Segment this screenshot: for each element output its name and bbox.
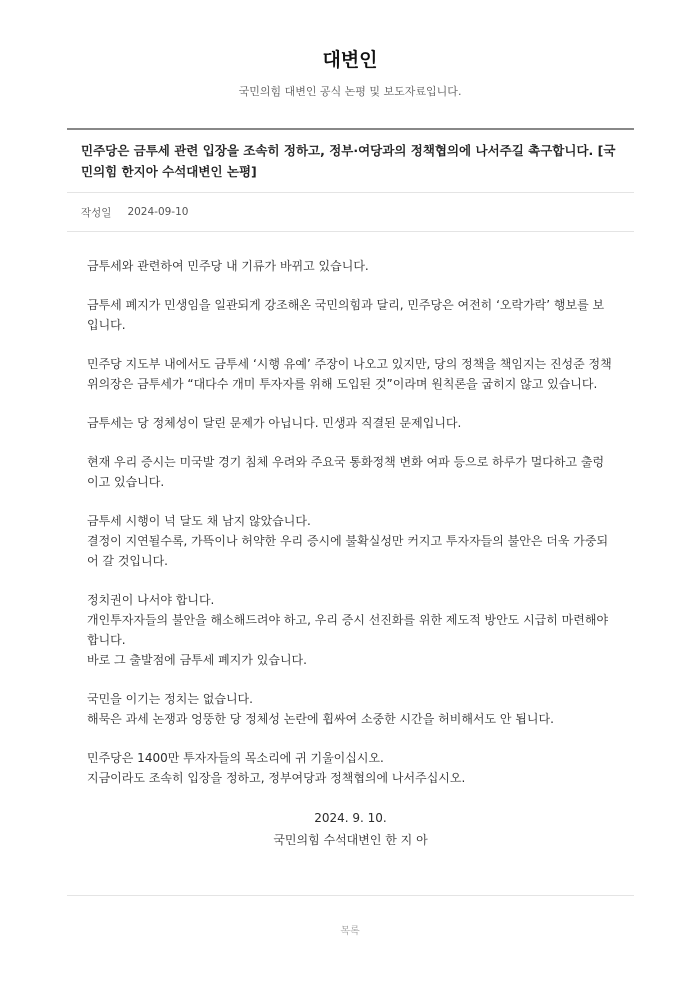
date-value: 2024-09-10 (127, 206, 189, 218)
paragraph-line: 금투세 시행이 넉 달도 채 남지 않았습니다. (87, 514, 311, 528)
paragraph-line: 금투세 폐지가 민생임을 일관되게 강조해온 국민의힘과 달리, 민주당은 여전히 ‘오락가락’ 행보를 보입니다. (87, 298, 605, 332)
page-subtitle: 국민의힘 대변인 공식 논평 및 보도자료입니다. (238, 85, 462, 98)
paragraph-line: 정치권이 나서야 합니다. (87, 593, 215, 607)
paragraph-line: 민주당 지도부 내에서도 금투세 ‘시행 유예’ 주장이 나오고 있지만, 당의 정책을 책임지는 진성준 정책위의장은 금투세가 “대다수 개미 투자자를 위해 도입된 것”이라며 원칙론을 굽히지 않고 있습니다. (87, 357, 612, 391)
page-header (0, 0, 700, 100)
body-paragraph (87, 689, 614, 729)
article-meta (67, 193, 634, 232)
date-label: 작성일 (81, 206, 112, 219)
article-title-box (67, 128, 634, 193)
list-button[interactable]: 목록 (340, 926, 360, 937)
paragraph-line: 금투세와 관련하여 민주당 내 기류가 바뀌고 있습니다. (87, 259, 369, 273)
article-title: 민주당은 금투세 관련 입장을 조속히 정하고, 정부·여당과의 정책협의에 나서주길 촉구합니다. [국민의힘 한지아 수석대변인 논평] (81, 143, 616, 179)
body-paragraph (87, 256, 614, 276)
paragraph-line: 개인투자자들의 불안을 해소해드려야 하고, 우리 증시 선진화를 위한 제도적 방안도 시급히 마련해야 합니다. (87, 613, 609, 647)
paragraph-line: 지금이라도 조속히 입장을 정하고, 정부여당과 정책협의에 나서주십시오. (87, 771, 466, 785)
body-paragraph (87, 511, 614, 571)
paragraph-line: 금투세는 당 정체성이 달린 문제가 아닙니다. 민생과 직결된 문제입니다. (87, 416, 462, 430)
paragraph-line: 현재 우리 증시는 미국발 경기 침체 우려와 주요국 통화정책 변화 여파 등으로 하루가 멀다하고 출렁이고 있습니다. (87, 455, 605, 489)
body-paragraph (87, 748, 614, 788)
page-title: 대변인 (322, 49, 378, 71)
body-paragraph (87, 354, 614, 394)
body-paragraph (87, 413, 614, 433)
paragraph-line: 민주당은 1400만 투자자들의 목소리에 귀 기울이십시오. (87, 751, 384, 765)
body-paragraph (87, 452, 614, 492)
signature-name: 국민의힘 수석대변인 한 지 아 (273, 833, 428, 847)
footer-divider (67, 895, 634, 896)
article-body (67, 232, 634, 851)
article (67, 128, 634, 851)
paragraph-line: 바로 그 출발점에 금투세 폐지가 있습니다. (87, 653, 307, 667)
signature-date: 2024. 9. 10. (314, 811, 387, 825)
paragraph-line: 결정이 지연될수록, 가뜩이나 허약한 우리 증시에 불확실성만 커지고 투자자들의 불안은 더욱 가중되어 갈 것입니다. (87, 534, 609, 568)
body-paragraph (87, 590, 614, 670)
paragraph-line: 국민을 이기는 정치는 없습니다. (87, 692, 253, 706)
body-paragraph (87, 295, 614, 335)
signature (87, 807, 614, 851)
paragraph-line: 해묵은 과세 논쟁과 엉뚱한 당 정체성 논란에 휩싸여 소중한 시간을 허비해서도 안 됩니다. (87, 712, 554, 726)
